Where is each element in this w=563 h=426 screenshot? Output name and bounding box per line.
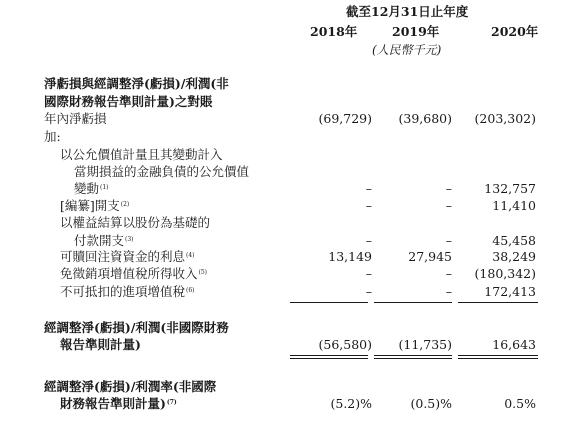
period-header: 截至12月31日止年度 (346, 4, 469, 19)
row-label-redacted-expense: [編纂]開支$^{(2)}$ (60, 198, 130, 213)
adjusted-2018: (56,580) (318, 337, 372, 352)
section-title-line1: 淨虧損與經調整淨(虧損)/利潤(非 (44, 76, 229, 91)
note-ref-5: (5) (198, 269, 208, 276)
row-label-net-loss: 年內淨虧損 (44, 111, 107, 126)
adjusted-2020: 16,643 (492, 337, 536, 352)
sbp-2020: 45,458 (492, 233, 536, 248)
subtotal-line-2020 (458, 302, 538, 303)
section-title-line2: 國際財務報告準則計量)之對賬 (44, 94, 213, 109)
note-ref-6: (6) (186, 287, 195, 294)
total-double-line-2019 (374, 355, 452, 359)
year-2020-header: 2020年 (491, 24, 539, 39)
row-label-fv-line2: 當期損益的金融負債的公允價值 (74, 164, 250, 179)
interest-2019: 27,945 (408, 249, 452, 264)
fv-2020: 132,757 (484, 181, 536, 196)
redacted-2019: – (445, 198, 452, 213)
fv-2018: – (365, 181, 372, 196)
net-loss-2018: (69,729) (318, 111, 372, 126)
row-label-fv-line1: 以公允價值計量且其變動計入 (60, 147, 223, 162)
total-double-line-2020 (458, 355, 538, 359)
sbp-2018: – (365, 233, 372, 248)
redacted-2020: 11,410 (492, 198, 536, 213)
note-ref-2: (2) (120, 201, 130, 208)
row-label-nondeductible-vat: 不可抵扣的進項增值稅$^{(6)}$ (60, 284, 195, 299)
note-ref-1: (1) (100, 184, 109, 191)
subtotal-line-2018 (290, 302, 368, 303)
interest-2020: 38,249 (492, 249, 536, 264)
margin-label-line2: 財務報告準則計量)$^{(7)}$ (60, 396, 177, 411)
nondeductible-2019: – (445, 284, 452, 299)
note-ref-3: (3) (125, 236, 134, 243)
note-ref-4: (4) (186, 252, 195, 259)
adjusted-label-line2: 報告準則計量) (60, 337, 141, 352)
vat-exempt-2020: (180,342) (474, 266, 536, 281)
row-label-fv-line3: 變動$^{(1)}$ (74, 181, 109, 196)
margin-2020: 0.5% (504, 396, 536, 411)
row-label-vat-exempt: 免徵銷項增值稅所得收入$^{(5)}$ (60, 266, 208, 281)
net-loss-2020: (203,302) (474, 111, 536, 126)
year-2019-header: 2019年 (392, 24, 440, 39)
net-loss-2019: (39,680) (398, 111, 452, 126)
note-ref-7: (7) (166, 399, 177, 406)
adjusted-label-line1: 經調整淨(虧損)/利潤(非國際財務 (44, 320, 229, 335)
sbp-2019: – (445, 233, 452, 248)
subtotal-line-2019 (374, 302, 452, 303)
row-label-add: 加: (44, 129, 61, 144)
margin-2018: (5.2)% (330, 396, 372, 411)
total-double-line-2018 (290, 355, 368, 359)
fv-2019: – (445, 181, 452, 196)
row-label-sbp-line1: 以權益結算以股份為基礎的 (60, 215, 211, 230)
row-label-interest: 可贖回注資資金的利息$^{(4)}$ (60, 249, 195, 264)
margin-2019: (0.5)% (410, 396, 452, 411)
adjusted-2019: (11,735) (398, 337, 452, 352)
nondeductible-2020: 172,413 (484, 284, 536, 299)
row-label-sbp-line2: 付款開支$^{(3)}$ (74, 233, 134, 248)
margin-label-line1: 經調整淨(虧損)/利潤率(非國際 (44, 379, 217, 394)
redacted-2018: – (365, 198, 372, 213)
nondeductible-2018: – (365, 284, 372, 299)
vat-exempt-2018: – (365, 266, 372, 281)
year-2018-header: 2018年 (310, 24, 358, 39)
unit-label: (人民幣千元) (372, 43, 442, 57)
vat-exempt-2019: – (445, 266, 452, 281)
interest-2018: 13,149 (328, 249, 372, 264)
